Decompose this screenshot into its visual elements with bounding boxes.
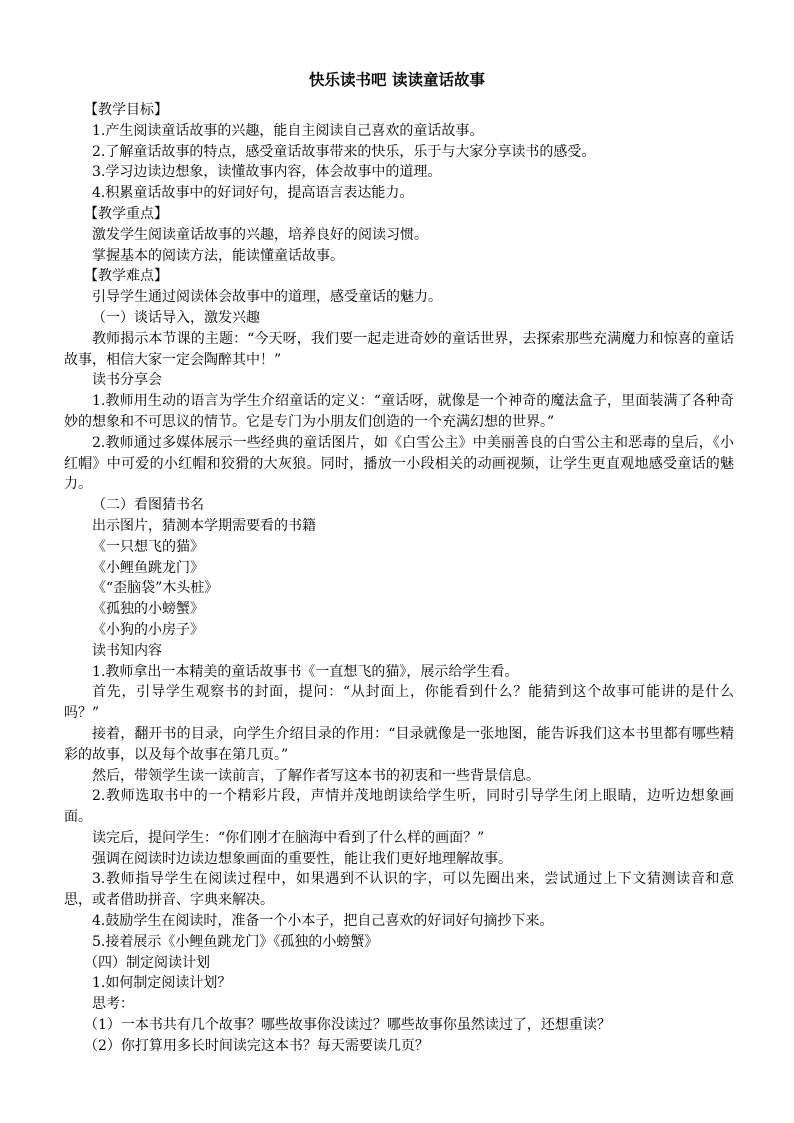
paragraph: 思考：: [92, 996, 134, 1013]
section-heading-objectives: 【教学目标】: [84, 102, 168, 118]
paragraph: 强调在阅读时边读边想象画面的重要性，能让我们更好地理解故事。: [92, 850, 512, 867]
paragraph: 首先，引导学生观察书的封面，提问：“从封面上，你能看到什么？能猜到这个故事可能讲的是什么吗？”: [64, 684, 734, 722]
question-item: （2）你打算用多长时间读完这本书？每天需要读几页？: [84, 1037, 429, 1054]
step-heading: （二）看图猜书名: [92, 497, 204, 514]
paragraph: 2.教师通过多媒体展示一些经典的童话图片，如《白雪公主》中美丽善良的白雪公主和恶毒的皇后，《小红帽》中可爱的小红帽和狡猾的大灰狼。同时，播放一小段相关的动画视频，让学生更直观地感受童话的魅力。: [64, 434, 734, 493]
document-body: [64, 100, 734, 1057]
book-title: 《小狗的小房子》: [92, 621, 204, 638]
section-heading-key-points: 【教学重点】: [84, 205, 168, 222]
paragraph: 接着，翻开书的目录，向学生介绍目录的作用：“目录就像是一张地图，能告诉我们这本书里都有哪些精彩的故事，以及每个故事在第几页。”: [64, 725, 734, 763]
key-point-item: 掌握基本的阅读方法，能读懂童话故事。: [92, 247, 344, 264]
paragraph: 5.接着展示《小鲤鱼跳龙门》《孤独的小螃蟹》: [92, 933, 379, 950]
paragraph: 3.教师指导学生在阅读过程中，如果遇到不认识的字，可以先圈出来，尝试通过上下文猜测读音和意思，或者借助拼音、字典来解决。: [64, 871, 734, 909]
objective-item: 2.了解童话故事的特点，感受童话故事带来的快乐，乐于与大家分享读书的感受。: [92, 143, 596, 160]
objective-item: 4.积累童话故事中的好词好句，提高语言表达能力。: [92, 185, 414, 202]
step-heading: （一）谈话导入，激发兴趣: [92, 309, 260, 326]
objective-item: 1.产生阅读童话故事的兴趣，能自主阅读自己喜欢的童话故事。: [92, 122, 484, 139]
step-heading: 读书知内容: [92, 642, 162, 659]
page-title: 快乐读书吧 读读童话故事: [309, 71, 485, 89]
paragraph: 4.鼓励学生在阅读时，准备一个小本子，把自己喜欢的好词好句摘抄下来。: [92, 913, 554, 930]
key-point-item: 激发学生阅读童话故事的兴趣，培养良好的阅读习惯。: [92, 226, 428, 243]
paragraph: 读完后，提问学生：“你们刚才在脑海中看到了什么样的画面？”: [92, 829, 485, 846]
book-title: 《小鲤鱼跳龙门》: [92, 559, 204, 576]
paragraph: 1.教师用生动的语言为学生介绍童话的定义：“童话呀，就像是一个神奇的魔法盒子，里面装满了各种奇妙的想象和不可思议的情节。它是专门为小朋友们创造的一个充满幻想的世界。”: [64, 393, 734, 430]
paragraph: 1.如何制定阅读计划？: [92, 975, 232, 992]
paragraph: 然后，带领学生读一读前言，了解作者写这本书的初衷和一些背景信息。: [92, 767, 540, 784]
book-title: 《一只想飞的猫》: [92, 538, 204, 555]
step-heading: （四）制定阅读计划: [84, 954, 210, 971]
paragraph: 2.教师选取书中的一个精彩片段，声情并茂地朗读给学生听，同时引导学生闭上眼睛，边听边想象画面。: [64, 788, 734, 826]
question-item: （1）一本书共有几个故事？哪些故事你没读过？哪些故事你虽然读过了，还想重读？: [84, 1017, 611, 1034]
book-title: 《孤独的小螃蟹》: [92, 601, 204, 618]
difficulty-item: 引导学生通过阅读体会故事中的道理，感受童话的魅力。: [92, 289, 442, 306]
objective-item: 3.学习边读边想象，读懂故事内容，体会故事中的道理。: [92, 164, 442, 181]
paragraph: 出示图片，猜测本学期需要看的书籍: [92, 517, 316, 534]
book-title: 《“歪脑袋”木头桩》: [92, 580, 219, 597]
paragraph: 1.教师拿出一本精美的童话故事书《一直想飞的猫》，展示给学生看。: [92, 663, 519, 680]
step-heading: 读书分享会: [92, 372, 162, 389]
paragraph: 教师揭示本节课的主题：“今天呀，我们要一起走进奇妙的童话世界，去探索那些充满魔力和惊喜的童话故事，相信大家一定会陶醉其中！”: [64, 330, 734, 368]
section-heading-difficulties: 【教学难点】: [84, 268, 168, 285]
